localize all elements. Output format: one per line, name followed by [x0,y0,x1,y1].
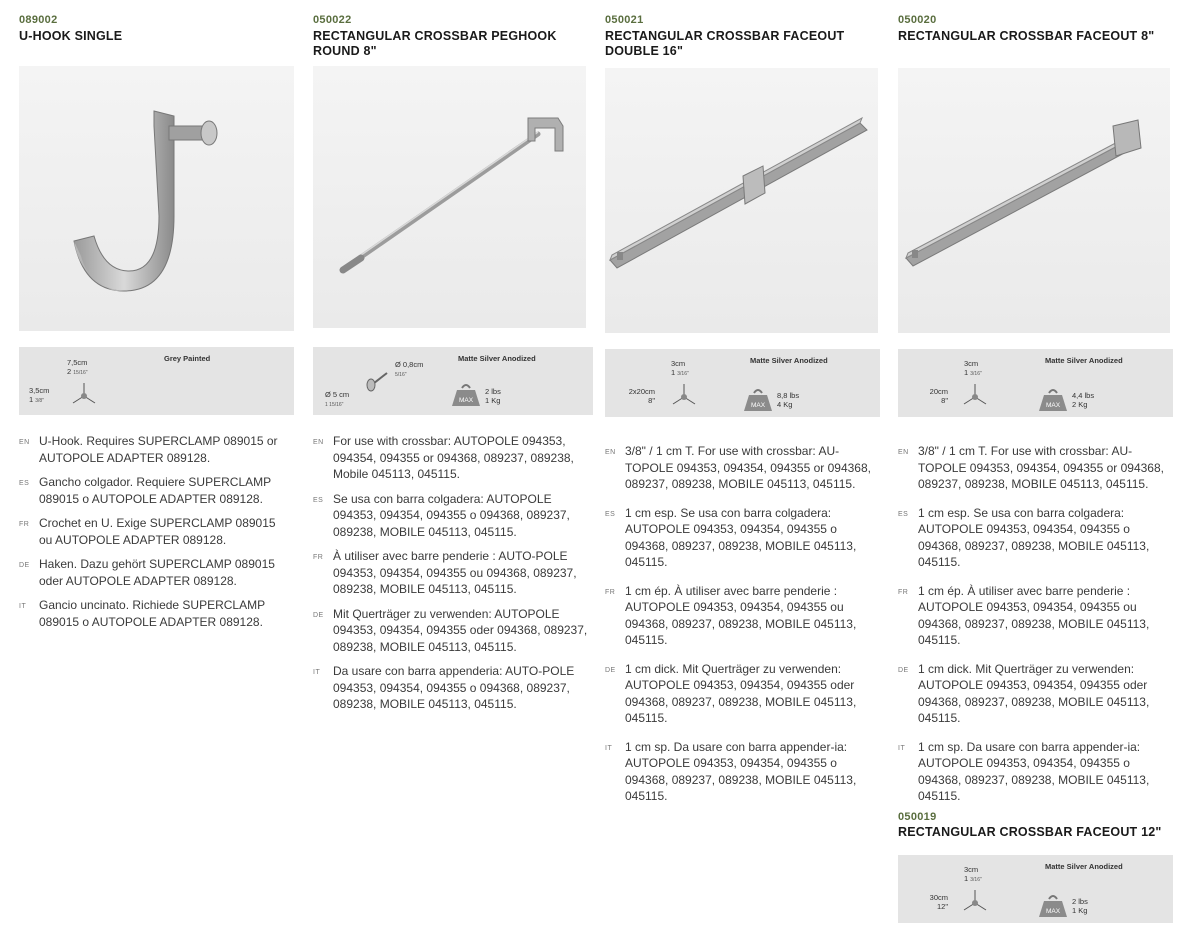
description-it [313,663,588,713]
load-kg: 2 Kg [1072,400,1088,409]
product-code-050019: 050019 [898,811,937,823]
description-text: Haken. Dazu gehört SUPERCLAMP 089015 oder AUTOPOLE ADAPTER 089128. [39,557,275,588]
description-text: 3/8" / 1 cm T. For use with crossbar: AU-TOPOLE 094353, 094354, 094355 or 094368, 089237, 089238, MOBILE 045113, 045115. [625,444,871,491]
dim-fraction: 3/16" [677,371,689,377]
spec-panel-050019 [898,855,1173,923]
description-de [19,556,291,589]
product-code: 050020 [898,14,937,26]
lang-code: EN [19,439,30,446]
description-text: 1 cm sp. Da usare con barra appender-ia: AUTOPOLE 094353, 094354, 094355 o 094368, 089237, 089238, MOBILE 045113, 045115. [918,739,1150,803]
dimension-diameter-pin [395,360,435,380]
load-lbs: 2 lbs [485,387,501,396]
dim-fraction: 1 15/16" [325,402,344,408]
dim-metric: 3,5cm [29,386,50,395]
product-code: 050022 [313,14,352,26]
lang-code: EN [898,449,909,456]
double-faceout-illustration [605,68,878,333]
dim-metric: 7,5cm [67,358,88,367]
description-text: 1 cm esp. Se usa con barra colgadera: AUTOPOLE 094353, 094354, 094355 o 094368, 089237, 089238, MOBILE 045113, 045115. [625,505,857,569]
product-photo [313,66,586,328]
description-es [605,505,883,571]
product-050020 [898,0,1188,930]
dimension-depth [29,386,59,406]
max-load-weight-icon [743,387,773,413]
dimension-diameter-head [325,390,365,410]
description-text: Crochet en U. Exige SUPERCLAMP 089015 ou AUTOPOLE ADAPTER 089128. [39,516,276,547]
load-kg: 4 Kg [777,400,793,409]
description-en [313,433,588,483]
description-fr [19,515,291,548]
dim-metric: 3cm [964,359,979,368]
max-label: MAX [750,402,766,409]
description-it [605,739,883,805]
description-text: 1 cm esp. Se usa con barra colgadera: AUTOPOLE 094353, 094354, 094355 o 094368, 089237, 089238, MOBILE 045113, 045115. [918,505,1150,569]
dimension-width [964,359,994,379]
load-kg: 1 Kg [1072,906,1088,915]
dimension-axes-icon [669,382,699,412]
description-list [19,433,291,630]
dim-fraction: 3/16" [970,371,982,377]
description-text: U-Hook. Requires SUPERCLAMP 089015 or AUTOPOLE ADAPTER 089128. [39,434,278,465]
dimension-width [964,865,994,885]
description-text: Gancio uncinato. Richiede SUPERCLAMP 089015 o AUTOPOLE ADAPTER 089128. [39,598,265,629]
description-text: For use with crossbar: AUTOPOLE 094353, 094354, 094355 or 094368, 089237, 089238, Mobile 045113, 045115. [333,434,574,481]
lang-code: IT [313,669,321,676]
max-label: MAX [458,397,474,404]
description-it [898,739,1173,805]
dim-fraction: 15/16" [73,370,88,376]
product-photo [19,66,294,331]
load-kg: 1 Kg [485,396,501,405]
peghook-illustration [313,66,586,328]
lang-code: DE [19,562,30,569]
product-title: RECTANGULAR CROSSBAR PEGHOOK ROUND 8" [313,29,557,58]
description-text: 1 cm ép. À utiliser avec barre penderie : AUTOPOLE 094353, 094354, 094355 ou 094368, 089237, 089238, MOBILE 045113, 045115. [625,583,857,647]
load-capacity [1072,897,1088,915]
finish-label: Grey Painted [164,354,211,363]
lang-code: DE [898,666,909,674]
description-de [313,606,588,656]
dim-fraction: 5/16" [395,372,407,378]
description-text: 1 cm sp. Da usare con barra appender-ia: AUTOPOLE 094353, 094354, 094355 o 094368, 089237, 089238, MOBILE 045113, 045115. [625,739,857,803]
lang-code: FR [605,588,616,596]
lang-code: FR [898,588,909,596]
lang-code: EN [313,439,324,446]
dimension-length [908,387,948,405]
dimension-length [908,893,948,911]
product-050022 [313,0,598,930]
lang-code: ES [19,480,30,487]
description-text: 1 cm dick. Mit Querträger zu verwenden: AUTOPOLE 094353, 094354, 094355 oder 094368, 089237, 089238, MOBILE 045113, 045115. [625,661,857,725]
load-lbs: 8,8 lbs [777,391,800,400]
lang-code: FR [313,554,324,561]
description-en [898,443,1173,493]
dim-imperial: 1 [671,368,676,377]
peg-dimension-icon [363,365,393,395]
product-title: U-HOOK SINGLE [19,29,123,43]
spec-panel [898,349,1173,417]
dim-imperial: 12" [936,902,948,911]
dim-metric: 20cm [929,387,948,396]
description-text: À utiliser avec barre penderie : AUTO-POLE 094353, 094354, 094355 ou 094368, 089237, 089238, MOBILE 045113, 045115. [333,549,577,596]
description-text: Mit Querträger zu verwenden: AUTOPOLE 094353, 094354, 094355 oder 094368, 089237, 089238, MOBILE 045113, 045115. [333,606,588,654]
max-load-weight-icon [1038,387,1068,413]
description-text: Gancho colgador. Requiere SUPERCLAMP 089015 o AUTOPOLE ADAPTER 089128. [39,475,271,506]
faceout-illustration [898,68,1170,333]
lang-code: ES [605,510,616,518]
product-089002 [19,0,304,930]
lang-code: EN [605,449,616,456]
product-title: RECTANGULAR CROSSBAR FACEOUT DOUBLE 16" [605,29,845,58]
max-load-weight-icon [1038,893,1068,919]
description-fr [313,548,588,598]
lang-code: ES [313,496,324,504]
product-code: 089002 [19,14,58,26]
lang-code: ES [898,510,909,518]
description-it [19,597,291,630]
description-de [898,661,1173,727]
dim-imperial: 1 [964,874,969,883]
description-fr [605,583,883,649]
description-list [898,443,1173,805]
lang-code: IT [19,603,27,610]
description-es [898,505,1173,571]
description-text: 1 cm dick. Mit Querträger zu verwenden: AUTOPOLE 094353, 094354, 094355 oder 094368, 089237, 089238, MOBILE 045113, 045115. [918,661,1150,725]
description-es [313,491,588,541]
description-text: Se usa con barra colgadera: AUTOPOLE 094353, 094354, 094355 o 094368, 089237, 089238, MOBILE 045113, 045115. [333,491,570,539]
dim-imperial: 1 [29,395,34,404]
dim-metric: 30cm [929,893,948,902]
dim-metric: 3cm [964,865,979,874]
max-label: MAX [1045,402,1061,409]
u-hook-illustration [19,66,294,331]
spec-panel [313,347,593,415]
description-text: 3/8" / 1 cm T. For use with crossbar: AU-TOPOLE 094353, 094354, 094355 or 094368, 089237, 089238, MOBILE 045113, 045115. [918,444,1164,491]
product-050021 [605,0,890,930]
lang-code: IT [898,744,906,752]
description-en [19,433,291,466]
dim-metric: Ø 0,8cm [395,360,424,369]
finish-label: Matte Silver Anodized [1045,862,1123,871]
load-lbs: 2 lbs [1072,897,1088,906]
spec-panel [605,349,880,417]
dim-metric: 3cm [671,359,686,368]
finish-label: Matte Silver Anodized [458,354,536,363]
product-photo [898,68,1170,333]
dim-metric: Ø 5 cm [325,390,350,399]
load-capacity [777,391,799,409]
product-title: RECTANGULAR CROSSBAR FACEOUT 8" [898,29,1155,43]
load-capacity [1072,391,1094,409]
lang-code: FR [19,521,30,528]
description-list [313,433,588,713]
spec-panel [19,347,294,415]
product-title-050019: RECTANGULAR CROSSBAR FACEOUT 12" [898,825,1162,839]
dim-imperial: 8" [941,396,948,405]
description-fr [898,583,1173,649]
max-label: MAX [1045,908,1061,915]
description-de [605,661,883,727]
dim-imperial: 8" [648,396,655,405]
max-load-weight-icon [451,382,481,408]
dimension-height [67,358,97,378]
description-text: Da usare con barra appenderia: AUTO-POLE 094353, 094354, 094355 o 094368, 089237, 089238, MOBILE 045113, 045115. [333,664,575,711]
load-lbs: 4,4 lbs [1072,391,1095,400]
description-es [19,474,291,507]
dim-fraction: 3/8" [35,398,44,404]
dimension-axes-icon [960,382,990,412]
description-text: 1 cm ép. À utiliser avec barre penderie : AUTOPOLE 094353, 094354, 094355 ou 094368, 089237, 089238, MOBILE 045113, 045115. [918,583,1150,647]
product-code: 050021 [605,14,644,26]
load-capacity [485,387,501,405]
dimension-axes-icon [69,381,99,411]
dim-imperial: 2 [67,367,72,376]
description-en [605,443,883,493]
description-list [605,443,883,805]
dimension-length [615,387,655,405]
lang-code: DE [605,666,616,674]
dimension-width [671,359,701,379]
product-photo [605,68,878,333]
lang-code: DE [313,611,324,619]
lang-code: IT [605,744,613,752]
dim-metric: 2x20cm [628,387,655,396]
dim-imperial: 1 [964,368,969,377]
dimension-axes-icon [960,888,990,918]
finish-label: Matte Silver Anodized [750,356,828,365]
dim-fraction: 3/16" [970,877,982,883]
finish-label: Matte Silver Anodized [1045,356,1123,365]
